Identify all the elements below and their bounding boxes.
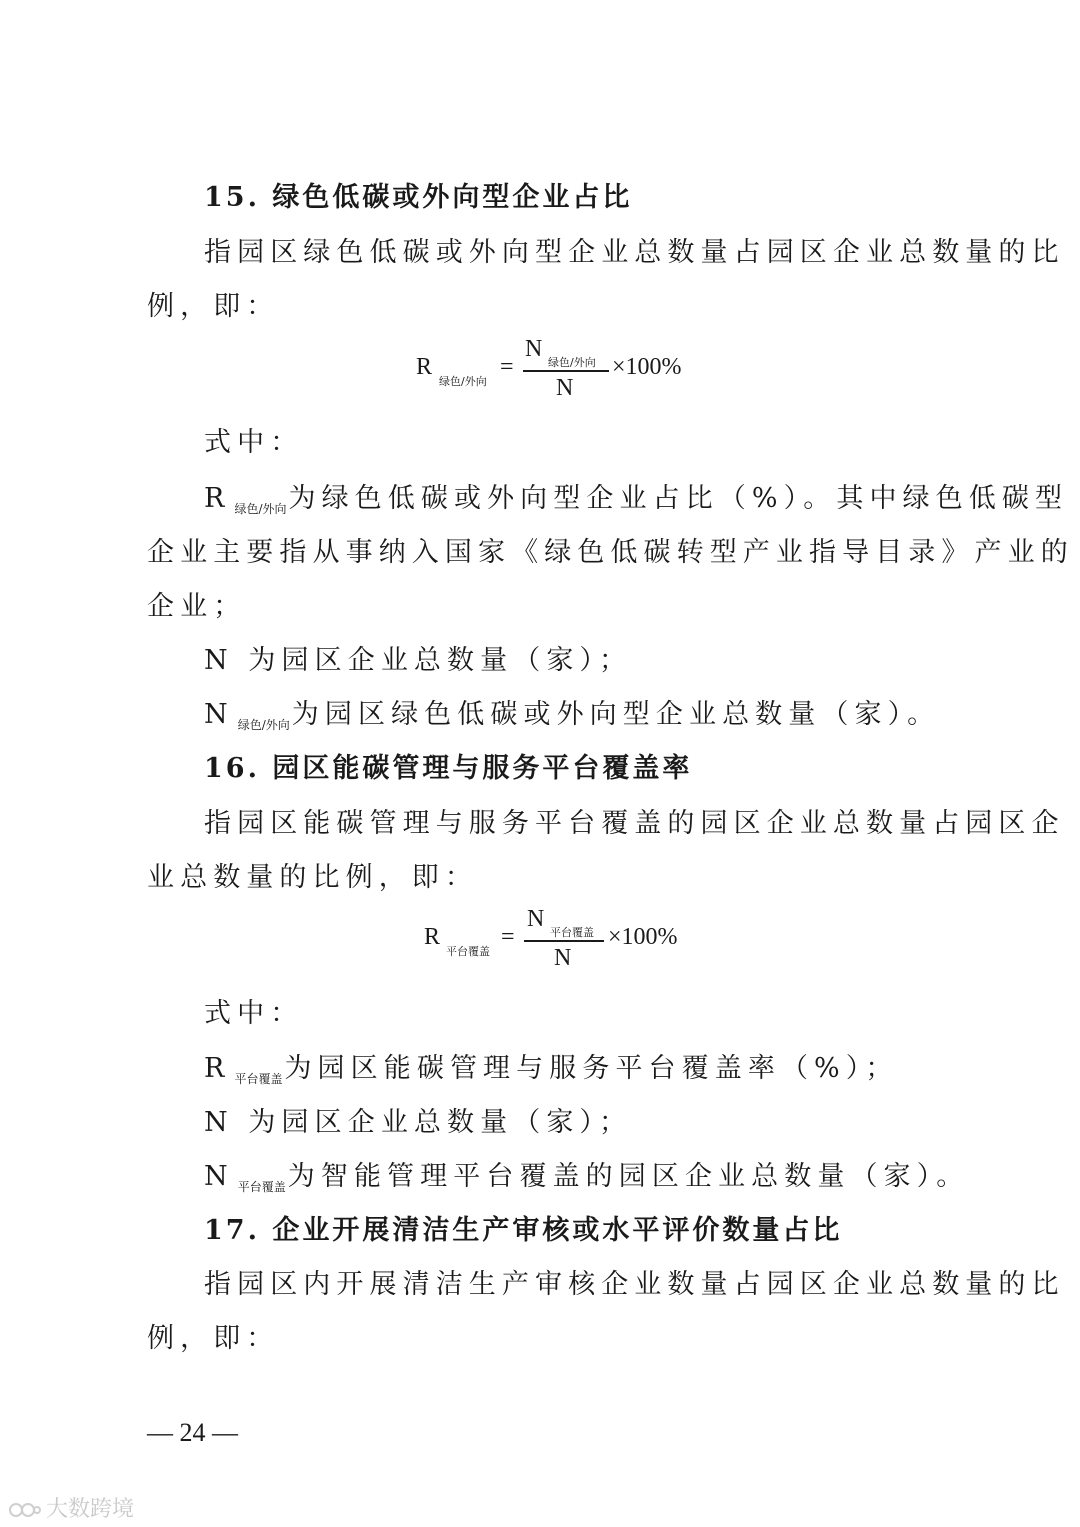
section-15-def-n-sub [204, 698, 940, 742]
formula-numerator-subscript: 绿色/外向 [548, 356, 596, 369]
formula-numerator: N [527, 906, 545, 932]
formula-multiplier: ×100% [608, 924, 678, 950]
def-symbol: N [204, 699, 234, 730]
def-text: 为园区企业总数量（家）； [248, 1107, 633, 1138]
fraction-bar [523, 370, 609, 372]
formula-numerator: N [525, 336, 543, 362]
section-15-heading: 15. 绿色低碳或外向型企业占比 [204, 182, 633, 213]
formula-denominator: N [554, 945, 572, 971]
formula-multiplier: ×100% [612, 354, 682, 380]
section-16-intro-line-1: 指园区能碳管理与服务平台覆盖的园区企业总数量占园区企 [204, 808, 1065, 839]
section-15-intro-line-2: 例，即： [147, 291, 280, 322]
def-symbol: N [204, 1107, 234, 1138]
section-16-def-r [204, 1052, 899, 1096]
def-text: 为园区能碳管理与服务平台覆盖率（%）； [284, 1053, 899, 1084]
section-16-intro-line-2: 业总数量的比例，即： [147, 862, 478, 893]
watermark [8, 1492, 134, 1523]
def-subscript: 平台覆盖 [234, 1072, 283, 1086]
def-text: 为绿色低碳或外向型企业占比（%）。其中绿色低碳型 [288, 483, 1069, 514]
formula-lhs-symbol: R [424, 924, 441, 950]
section-15-formula [416, 336, 716, 406]
def-subscript: 平台覆盖 [237, 1180, 286, 1194]
section-15-where-label: 式中： [204, 427, 304, 458]
def-text: 为智能管理平台覆盖的园区企业总数量（家）。 [287, 1161, 970, 1192]
section-15-intro-line-1: 指园区绿色低碳或外向型企业总数量占园区企业总数量的比 [204, 237, 1065, 268]
section-17-intro-line-1: 指园区内开展清洁生产审核企业数量占园区企业总数量的比 [204, 1269, 1065, 1300]
formula-equals: = [501, 924, 515, 950]
formula-denominator: N [556, 375, 574, 401]
watermark-text: 大数跨境 [46, 1497, 135, 1522]
section-17-heading: 17. 企业开展清洁生产审核或水平评价数量占比 [204, 1215, 843, 1246]
section-16-def-n-sub [204, 1160, 969, 1204]
section-16-heading: 16. 园区能碳管理与服务平台覆盖率 [204, 753, 693, 784]
formula-lhs-symbol: R [416, 354, 433, 380]
section-16-def-n [204, 1106, 632, 1140]
section-16-formula [424, 906, 724, 976]
def-symbol: N [204, 645, 234, 676]
section-15-def-r-cont-2: 企业； [147, 591, 247, 622]
formula-equals: = [500, 354, 514, 380]
formula-lhs-subscript: 绿色/外向 [439, 375, 487, 388]
section-16-where-label: 式中： [204, 998, 304, 1029]
section-15-def-r [204, 482, 1068, 526]
section-15-def-n [204, 644, 632, 678]
fraction-bar [524, 940, 604, 942]
def-text: 为园区企业总数量（家）； [248, 645, 633, 676]
formula-numerator-subscript: 平台覆盖 [550, 926, 594, 939]
formula-lhs-subscript: 平台覆盖 [446, 945, 490, 958]
def-symbol: R [204, 1053, 231, 1084]
page-number: — 24 — [147, 1418, 238, 1447]
watermark-logo-icon [8, 1499, 42, 1521]
def-subscript: 绿色/外向 [234, 502, 287, 516]
def-symbol: N [204, 1161, 234, 1192]
section-17-intro-line-2: 例，即： [147, 1323, 280, 1354]
def-symbol: R [204, 483, 231, 514]
section-15-def-r-cont-1: 企业主要指从事纳入国家《绿色低碳转型产业指导目录》产业的 [147, 537, 1074, 568]
def-text: 为园区绿色低碳或外向型企业总数量（家）。 [291, 699, 941, 730]
def-subscript: 绿色/外向 [237, 718, 290, 732]
